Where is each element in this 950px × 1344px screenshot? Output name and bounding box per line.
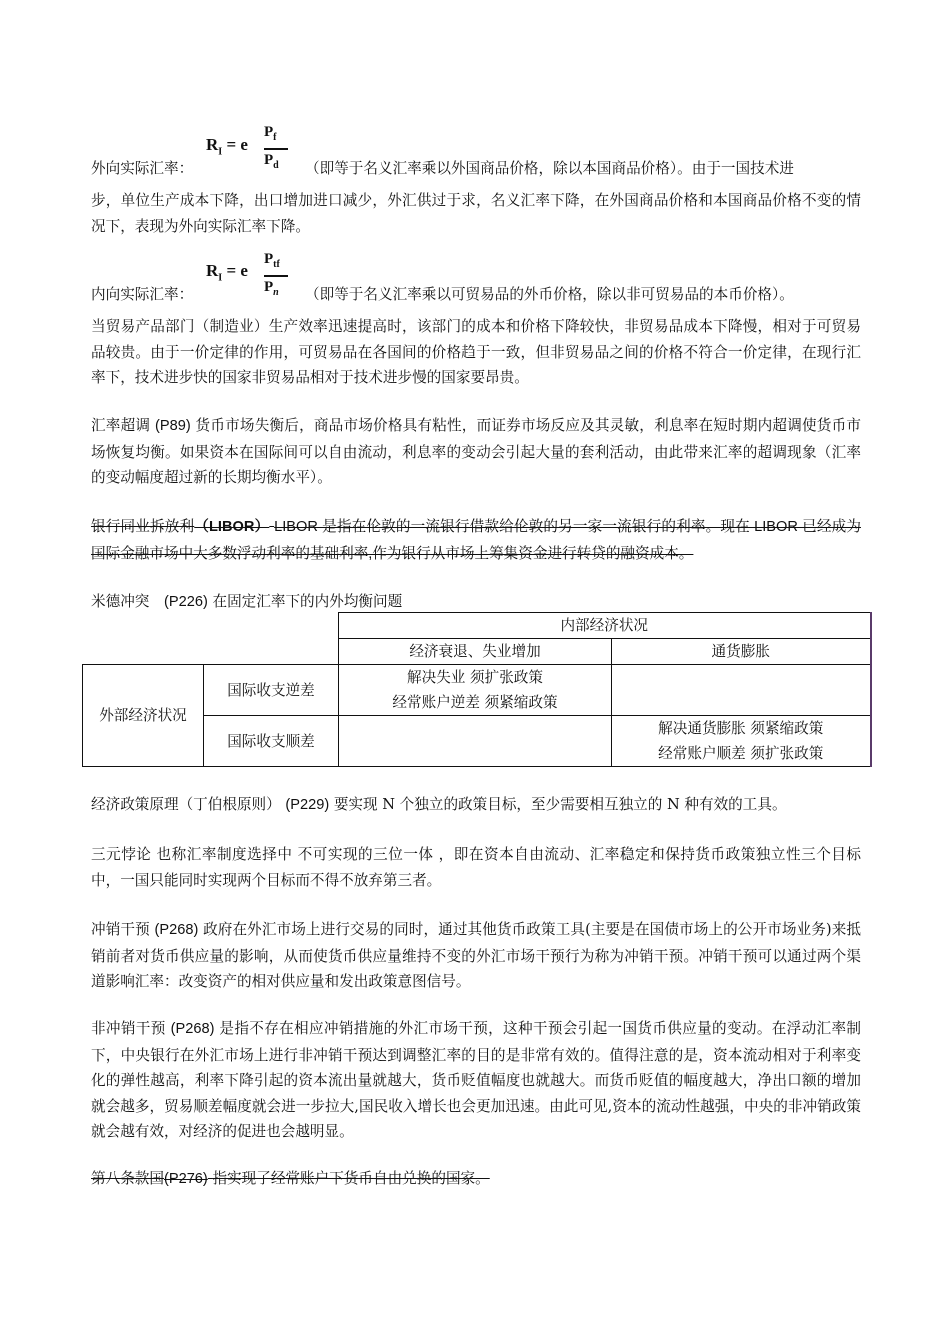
trilemma-paragraph: 三元悖论 也称汇率制度选择中 不可实现的三位一体 ，即在资本自由流动、汇率稳定和保持货币政策独立性三个目标中，一国只能同时实现两个目标而不得不放弃第三者。	[91, 846, 861, 889]
sterilized-paragraph	[91, 917, 861, 995]
libor-paragraph	[91, 514, 861, 567]
external-header: 外部经济状况	[83, 665, 204, 767]
matrix-corner	[83, 613, 339, 665]
internal-header: 内部经济状况	[339, 613, 871, 639]
inward-rate-line	[91, 283, 871, 304]
cell-surplus-recession	[339, 716, 612, 767]
article8-body: 指实现了经常账户下货币自由兑换的国家。	[212, 1170, 490, 1187]
article8-term: 第八条款国	[91, 1170, 164, 1187]
inward-formula: $R_I = e$ $P_{tf}$ $P_n$	[206, 248, 296, 296]
cell-line: 解决失业 须扩张政策	[407, 669, 543, 686]
cell-line: 经常账户顺差 须扩张政策	[658, 745, 824, 762]
tinbergen-term: 经济政策原理（丁伯根原则）	[91, 796, 281, 813]
row-deficit: 国际收支逆差	[204, 665, 339, 716]
cell-surplus-inflation	[612, 716, 871, 767]
sterilized-body: 政府在外汇市场上进行交易的同时，通过其他货币政策工具(主要是在国债市场上的公开市场业务)来抵销前者对货币供应量的影响，从而使货币供应量维持不变的外汇市场干预行为称为冲销干预。冲销干预可以通过两个渠道影响汇率：改变资产的相对供应量和发出政策意图信号。	[91, 921, 862, 990]
outward-formula: $R_I = e$ $P_f$ $P_d$	[206, 121, 296, 169]
overshooting-paragraph	[91, 413, 861, 491]
meade-term: 米德冲突	[91, 593, 150, 610]
overshooting-ref: (P89)	[155, 418, 191, 434]
row-surplus: 国际收支顺差	[204, 716, 339, 767]
article8-ref: (P276)	[163, 1171, 208, 1187]
libor-body: LIBOR 是指在伦敦的一流银行借款给伦敦的另一家一流银行的利率。现在 LIBOR 已经成为国际金融市场中大多数浮动利率的基础利率,作为银行从市场上筹集资金进行转贷的融资成本。	[91, 519, 861, 562]
tinbergen-body: 要实现 N 个独立的政策目标，至少需要相互独立的 N 种有效的工具。	[333, 796, 787, 813]
article8-paragraph	[91, 1166, 861, 1193]
cell-line: 解决通货膨胀 须紧缩政策	[658, 720, 824, 737]
meade-body: 在固定汇率下的内外均衡问题	[212, 593, 403, 610]
inward-rate-body: 当贸易产品部门（制造业）生产效率迅速提高时，该部门的成本和价格下降较快，非贸易品成本下降慢，相对于可贸易品较贵。由于一价定律的作用，可贸易品在各国间的价格趋于一致，但非贸易品之间的价格不符合一价定律，在现行汇率下，技术进步快的国家非贸易品相对于技术进步慢的国家要昂贵。	[91, 318, 861, 386]
col-inflation: 通货膨胀	[612, 639, 871, 665]
outward-rate-line	[91, 157, 871, 178]
tinbergen-paragraph	[91, 792, 881, 819]
unsterilized-ref: (P268)	[170, 1021, 215, 1037]
sterilized-term: 冲销干预	[91, 921, 150, 938]
overshooting-body: 货币市场失衡后，商品市场价格具有粘性，而证券市场反应及其灵敏，利息率在短时期内超调使货币市场恢复均衡。如果资本在国际间可以自由流动，利息率的变动会引起大量的套利活动，由此带来汇率的超调现象（汇率的变动幅度超过新的长期均衡水平）。	[91, 417, 861, 486]
unsterilized-term: 非冲销干预	[91, 1020, 166, 1037]
cell-deficit-recession	[339, 665, 612, 716]
libor-paren: （LIBOR）	[194, 519, 270, 535]
inward-rate-definition: （即等于名义汇率乘以可贸易品的外币价格，除以非可贸易品的本币价格）。	[305, 286, 794, 303]
col-recession: 经济衰退、失业增加	[339, 639, 612, 665]
overshooting-term: 汇率超调	[91, 417, 151, 434]
outward-rate-definition: （即等于名义汇率乘以外国商品价格，除以本国商品价格）。由于一国技术进	[305, 160, 794, 177]
meade-ref: (P226)	[164, 594, 208, 610]
tinbergen-ref: (P229)	[285, 797, 330, 813]
inward-rate-label: 内向实际汇率：	[91, 286, 194, 303]
unsterilized-paragraph	[91, 1016, 861, 1145]
unsterilized-body: 是指不存在相应冲销措施的外汇市场干预，这种干预会引起一国货币供应量的变动。在浮动汇率制下，中央银行在外汇市场上进行非冲销干预达到调整汇率的目的是非常有效的。值得注意的是，资本流动相对于利率变化的弹性越高，利率下降引起的资本流出量就越大，货币贬值幅度也就越大。而货币贬值的幅度越大，净出口额的增加就会越多，贸易顺差幅度就会进一步拉大,国民收入增长也会更加迅速。由此可见,资本的流动性越强，中央的非冲销政策就会越有效，对经济的促进也会越明显。	[91, 1020, 861, 1140]
outward-rate-label: 外向实际汇率：	[91, 160, 194, 177]
sterilized-ref: (P268)	[154, 922, 199, 938]
outward-rate-body: 步，单位生产成本下降，出口增加进口减少，外汇供过于求，名义汇率下降，在外国商品价格和本国商品价格不变的情况下，表现为外向实际汇率下降。	[91, 192, 861, 235]
cell-line: 经常账户逆差 须紧缩政策	[392, 694, 558, 711]
meade-matrix-table	[82, 612, 872, 767]
cell-deficit-inflation	[612, 665, 871, 716]
libor-term: 银行同业拆放利	[91, 518, 195, 535]
